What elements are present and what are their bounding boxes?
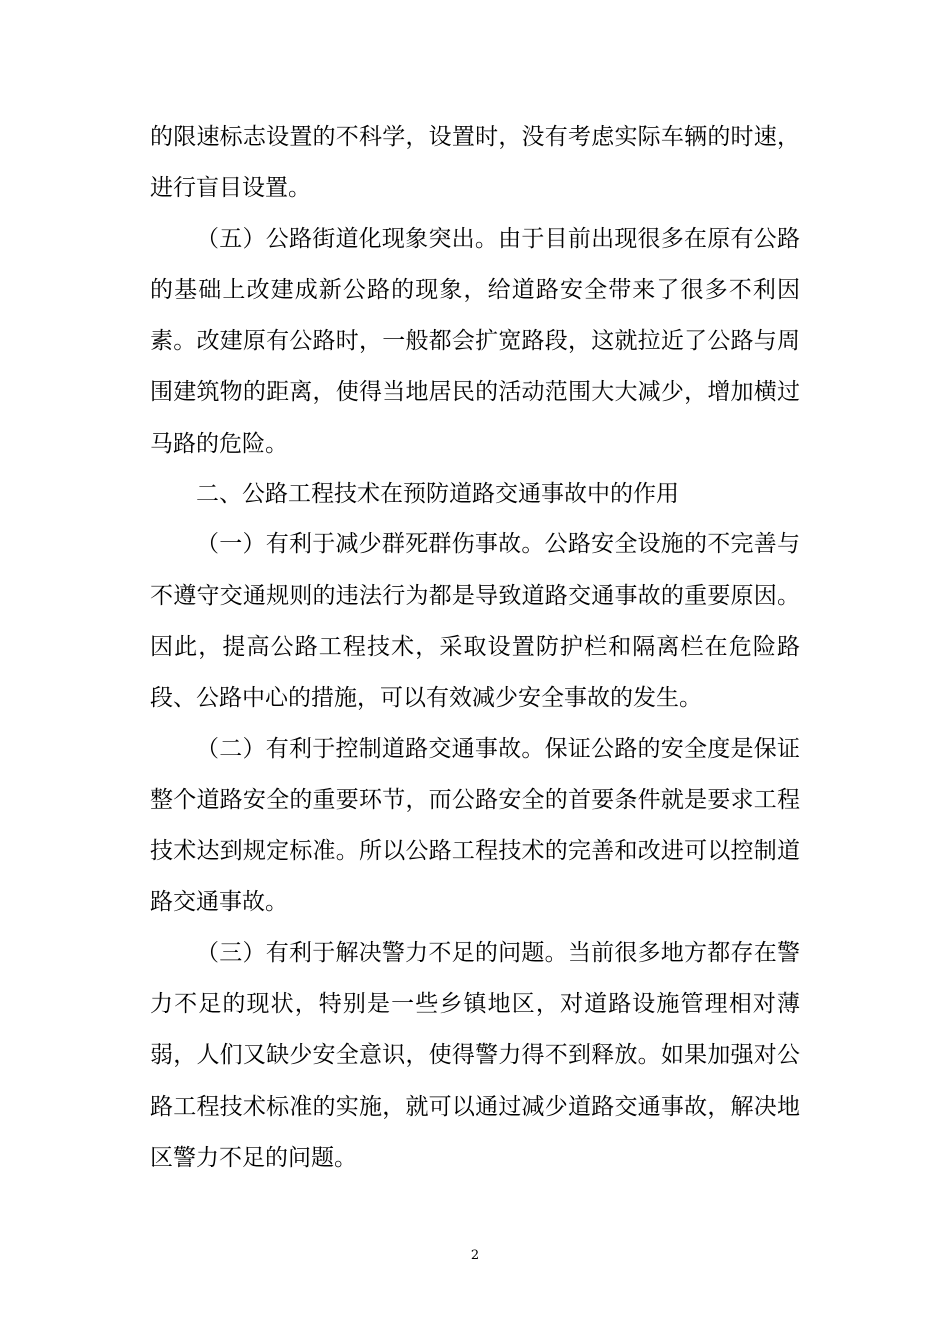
paragraph-point-1: （一）有利于减少群死群伤事故。公路安全设施的不完善与不遵守交通规则的违法行为都是导致道路交通事故的重要原因。因此，提高公路工程技术，采取设置防护栏和隔离栏在危险路段、公路中心的措施，可以有效减少安全事故的发生。 bbox=[150, 531, 800, 712]
section-heading: 二、公路工程技术在预防道路交通事故中的作用 bbox=[196, 481, 679, 508]
paragraph-point-3: （三）有利于解决警力不足的问题。当前很多地方都存在警力不足的现状，特别是一些乡镇地区，对道路设施管理相对薄弱，人们又缺少安全意识，使得警力得不到释放。如果加强对公路工程技术标准的实施，就可以通过减少道路交通事故，解决地区警力不足的问题。 bbox=[150, 939, 800, 1171]
paragraph-point-2: （二）有利于控制道路交通事故。保证公路的安全度是保证整个道路安全的重要环节，而公路安全的首要条件就是要求工程技术达到规定标准。所以公路工程技术的完善和改进可以控制道路交通事故。 bbox=[150, 735, 800, 916]
document-page bbox=[150, 112, 800, 1183]
page-number: 2 bbox=[470, 1248, 480, 1263]
paragraph-point-5: （五）公路街道化现象突出。由于目前出现很多在原有公路的基础上改建成新公路的现象，给道路安全带来了很多不利因素。改建原有公路时，一般都会扩宽路段，这就拉近了公路与周围建筑物的距离，使得当地居民的活动范围大大减少，增加横过马路的危险。 bbox=[150, 225, 800, 457]
paragraph-continuation: 的限速标志设置的不科学，设置时，没有考虑实际车辆的时速，进行盲目设置。 bbox=[150, 124, 800, 202]
